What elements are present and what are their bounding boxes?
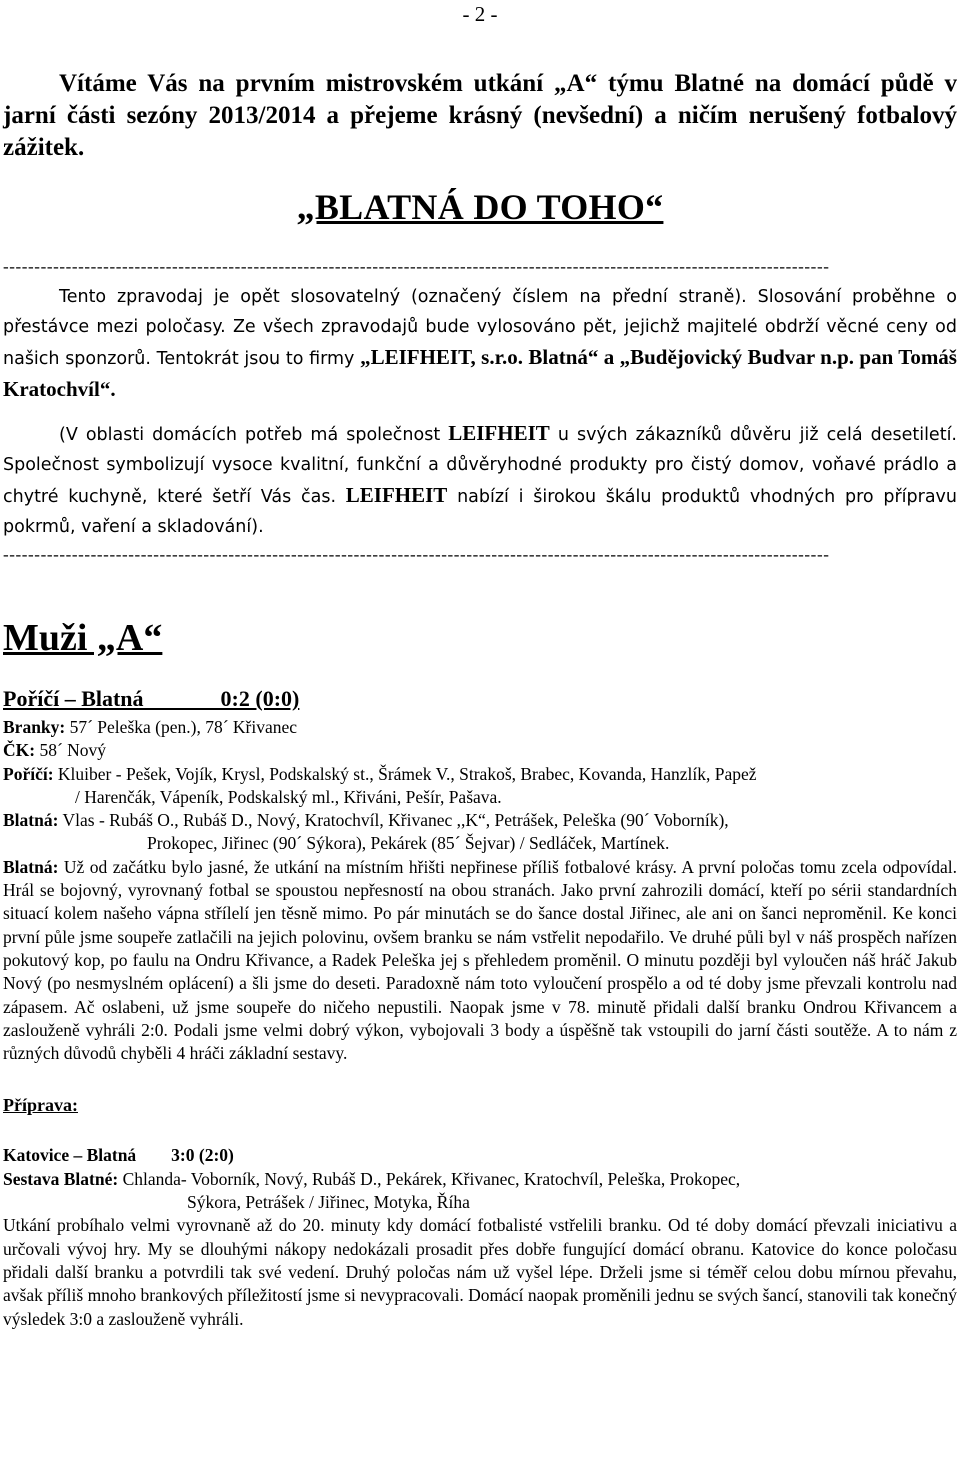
leifheit-brand: LEIFHEIT: [345, 483, 448, 507]
match1-report: [3, 856, 957, 1066]
page: [3, 0, 957, 1331]
match2-lineup: [3, 1168, 957, 1191]
lineup-label: Sestava Blatné:: [3, 1168, 119, 1189]
match2-report: Utkání probíhalo velmi vyrovnaně až do 20. minuty kdy domácí fotbalisté vstřelili branku. Od té doby domácí převzali iniciativu a určovali vývoj hry. My se dlouhými nákopy nedokázali prosadit přes dobře fungující domácí obranu. Katovice do konce poločasu přidali další branku a potvrdili tak své vedení. Druhý poločas nám už vyšel lépe. Drželi jsme si téměř celou dobu mírnou převahu, avšak příliš mnoho brankových příležitostí jsme si nevypracovali. Domácí naopak proměnili jednu se svých šancí, stanovili tak konečný výsledek 3:0 a zaslouženě vyhráli.: [3, 1215, 958, 1329]
report-label: Blatná:: [3, 856, 59, 877]
motto-heading: „BLATNÁ DO TOHO“: [296, 187, 664, 227]
leifheit-paragraph: [3, 418, 957, 542]
leifheit-text-a: (V oblasti domácích potřeb má společnost: [59, 425, 449, 445]
section-title: Muži „A“: [3, 617, 163, 659]
separator-bottom: ------------------------------------------------------------------------------------------------------------------------------------: [3, 546, 830, 564]
match1-title: Poříčí – Blatná 0:2 (0:0): [3, 686, 300, 711]
away-lineup-line1: Vlas - Rubáš O., Rubáš D., Nový, Kratochvíl, Křivanec ,,K“, Petrášek, Peleška (90´ Voborník),: [58, 810, 729, 831]
home-lineup-line2: / Harenčák, Vápeník, Podskalský ml., Křiváni, Pešír, Pašava.: [75, 786, 502, 807]
report-text: Už od začátku bylo jasné, že utkání na místním hřišti nepřinese příliš fotbalové krásy. A první poločas tomu zcela odpovídal. Hrál se bojovný, vyrovnaný fotbal se spoustou nepřesností na obou stranách. Jako první zahrozili domácí, kteří po sérii standardních situací kolem našeho vápna střílelí jen těsně mimo. Po pár minutách se do šance dostal Jiřinec, ale ani on šanci neproměnil. Ke konci první půle jsme soupeře zatlačili na jejich polovinu, ovšem branku se nám vstřelit nepodařilo. Ve druhé půli byl v náš prospěch nařízen pokutový kop, po faulu na Ondru Křivance, a Radek Peleška jej s přehledem proměnil. O minutu později byl vyloučen náš hráč Jakub Nový (po nesmyslném oplácení) a šli jsme do deseti. Paradoxně nám toto vyloučení prospělo a od té doby jsme převzali kontrolu nad zápasem. Ač oslabeni, už jsme soupeře do ničeho nepustili. Naopak jsme v 78. minutě přidali další branku Ondrou Křivancem a zaslouženě vyhráli 2:0. Podali jsme velmi dobrý výkon, vybojovali 3 body a úspěšně tak vstoupili do jarní části soutěže. A to nám z různých důvodů chyběli 4 hráči základní sestavy.: [3, 856, 957, 1064]
match1-goals: [3, 716, 957, 739]
page-number: - 2 -: [462, 2, 498, 26]
lottery-text: Tento zpravodaj je opět slosovatelný (označený číslem na přední straně). Slosování proběhne o přestávce mezi poločasy. Ze všech zpravodajů bude vylosováno pět, jejichž majitelé obdrží věcné ceny od našich sponzorů. Tentokrát jsou to firmy: [3, 287, 957, 369]
match1-home-lineup: [3, 763, 957, 786]
away-label: Blatná:: [3, 810, 59, 831]
away-lineup-line2: Prokopec, Jiřinec (90´ Sýkora), Pekárek (85´ Šejvar) / Sedláček, Martínek.: [147, 833, 670, 854]
leifheit-text-b: u svých zákazníků důvěru již celá desetiletí. Společnost symbolizují vysoce kvalitní, funkční a důvěryhodné produkty pro čistý domov, voňavé prádlo a chytré kuchyně, které šetří Vás čas.: [3, 425, 957, 507]
goals-value: 57´ Peleška (pen.), 78´ Křivanec: [65, 717, 298, 737]
separator-top: ------------------------------------------------------------------------------------------------------------------------------------: [3, 258, 830, 276]
lineup-line2: Sýkora, Petrášek / Jiřinec, Motyka, Říha: [187, 1192, 470, 1213]
prep-title: Příprava:: [3, 1095, 78, 1116]
match2-title: Katovice – Blatná 3:0 (2:0): [3, 1145, 234, 1166]
welcome-text: Vítáme Vás na prvním mistrovském utkání „A“ týmu Blatné na domácí půdě v jarní části sezóny 2013/2014 a přejeme krásný (nevšední) a ničím nerušený fotbalový zážitek.: [3, 70, 957, 161]
redcard-value: 58´ Nový: [35, 740, 107, 761]
home-label: Poříčí:: [3, 763, 54, 784]
leifheit-brand: LEIFHEIT: [448, 421, 550, 445]
match1-away-lineup: [3, 809, 957, 832]
match1-redcard: [3, 739, 957, 762]
lottery-paragraph: [3, 282, 957, 406]
goals-label: Branky:: [3, 717, 66, 737]
lottery-sponsors: „LEIFHEIT, s.r.o. Blatná“ a „Budějovický Budvar n.p. pan Tomáš Kratochvíl“.: [3, 345, 957, 401]
redcard-label: ČK:: [3, 740, 36, 761]
lineup-line1: Chlanda- Voborník, Nový, Rubáš D., Pekárek, Křivanec, Kratochvíl, Peleška, Prokopec,: [118, 1168, 741, 1189]
leifheit-text-c: nabízí i širokou škálu produktů vhodných pro přípravu pokrmů, vaření a skladování).: [3, 487, 958, 537]
home-lineup-line1: Kluiber - Pešek, Vojík, Krysl, Podskalský st., Šrámek V., Strakoš, Brabec, Kovanda, Hanzlík, Papež: [53, 763, 757, 784]
